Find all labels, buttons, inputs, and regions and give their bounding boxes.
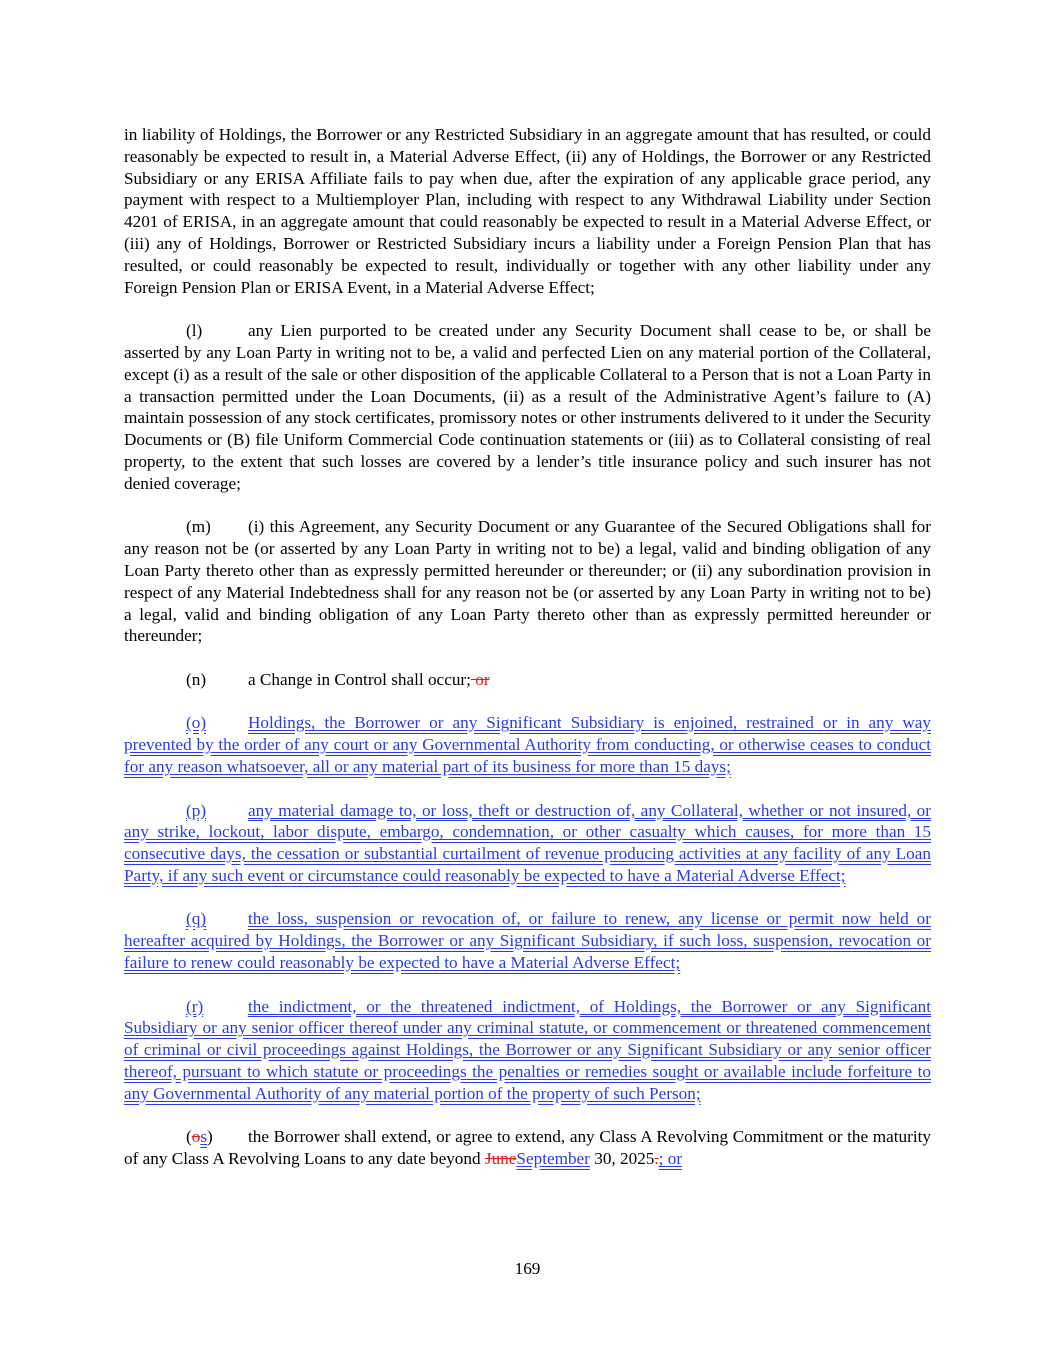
paragraph-k-continuation: in liability of Holdings, the Borrower or any Restricted Subsidiary in an aggregate amount that has resulted, or could reasonably be expected to result in, a Material Adverse Effect, (ii) any of Holdings, the Borrower or any Restricted Subsidiary or any ERISA Affiliate fails to pay when due, after the expiration of any applicable grace period, any payment with respect to a Multiemployer Plan, including with respect to any Withdrawal Liability under Section 4201 of ERISA, in an aggregate amount that could reasonably be expected to result in a Material Adverse Effect, or (iii) any of Holdings, Borrower or Restricted Subsidiary incurs a liability under a Foreign Pension Plan that has resulted, or could reasonably be expected to result, individually or together with any other liability under any Foreign Pension Plan or ERISA Event, in a Material Adverse Effect; [124,125,931,297]
paragraph-m-label: (m) [186,517,211,537]
paragraph-s-text-a: the Borrower shall extend, or agree to extend, any Class A Revolving Commitment or the maturity of any Class A Revolving Loans to any date beyond [124,1127,931,1169]
paragraph-s [124,1126,931,1170]
deleted-label-o: o [191,1127,201,1147]
inserted-semicolon-or: ; or [658,1149,683,1169]
paragraph-p-label: (p) [186,800,207,820]
paragraph-s-text-b: 30, 2025 [589,1149,655,1169]
inserted-month-september: September [516,1149,590,1169]
paragraph-p-inserted [124,800,931,887]
paragraph-n-label: (n) [186,669,207,689]
paragraph-r-inserted [124,996,931,1105]
deleted-period: . [654,1149,659,1169]
paragraph-o-inserted [124,712,931,777]
paragraph-r-text: the indictment, or the threatened indictment, of Holdings, the Borrower or any Significant Subsidiary or any senior officer thereof under any criminal statute, or commencement or threatened commencement of criminal or civil proceedings against Holdings, the Borrower or any Significant Subsidiary or any senior officer thereof, pursuant to which statute or proceedings the penalties or remedies sought or available include forfeiture to any Governmental Authority of any material portion of the property of such Person; [124,996,931,1103]
paragraph-l-text: any Lien purported to be created under any Security Document shall cease to be, or shall be asserted by any Loan Party in writing not to be, a valid and perfected Lien on any material portion of the Collateral, except (i) as a result of the sale or other disposition of the applicable Collateral to a Person that is not a Loan Party in a transaction permitted under the Loan Documents, (ii) as a result of the Administrative Agent’s failure to (A) maintain possession of any stock certificates, promissory notes or other instruments delivered to it under the Security Documents or (B) file Uniform Commercial Code continuation statements or (iii) as to Collateral consisting of real property, to the extent that such losses are covered by a lender’s title insurance policy and such insurer has not denied coverage; [124,321,931,493]
paragraph-m [124,516,931,647]
paragraph-o-text: Holdings, the Borrower or any Significant Subsidiary is enjoined, restrained or in any way prevented by the order of any court or any Governmental Authority from conducting, or otherwise ceases to conduct for any reason whatsoever, all or any material part of its business for more than 15 days; [124,713,931,776]
page-number: 169 [514,1259,541,1278]
paragraph-q-inserted [124,908,931,973]
label-close-paren: ) [207,1127,213,1147]
inserted-label-s: s [200,1127,208,1147]
paragraph-l [124,320,931,494]
paragraph-n-text: a Change in Control shall occur; [248,669,471,689]
paragraph-o-label: (o) [186,713,207,733]
paragraph-q-text: the loss, suspension or revocation of, or failure to renew, any license or permit now held or hereafter acquired by Holdings, the Borrower or any Significant Subsidiary, if such loss, suspension, revocation or failure to renew could reasonably be expected to have a Material Adverse Effect; [124,909,931,973]
paragraph-s-label [186,1126,248,1148]
deleted-text-or: or [470,669,490,689]
paragraph-r-label: (r) [186,996,204,1016]
paragraph-l-label: (l) [186,321,203,341]
paragraph-p-text: any material damage to, or loss, theft or destruction of, any Collateral, whether or not insured, or any strike, lockout, labor dispute, embargo, condemnation, or other casualty which causes, for more than 15 consecutive days, the cessation or substantial curtailment of revenue producing activities at any facility of any Loan Party, if any such event or circumstance could reasonably be expected to have a Material Adverse Effect; [124,800,931,885]
document-page [124,124,931,1192]
paragraph-n [124,669,931,691]
deleted-month-june: June [484,1149,517,1169]
paragraph-q-label: (q) [186,909,207,929]
paragraph-m-text: (i) this Agreement, any Security Document or any Guarantee of the Secured Obligations shall for any reason not be (or asserted by any Loan Party in writing not to be) a legal, valid and binding obligation of any Loan Party thereto other than as expressly permitted hereunder or thereunder; or (ii) any subordination provision in respect of any Material Indebtedness shall for any reason not be (or asserted by any Loan Party in writing not to be) a legal, valid and binding obligation of any Loan Party thereto other than as expressly permitted hereunder or thereunder; [124,517,931,646]
label-open-paren: ( [186,1127,192,1147]
